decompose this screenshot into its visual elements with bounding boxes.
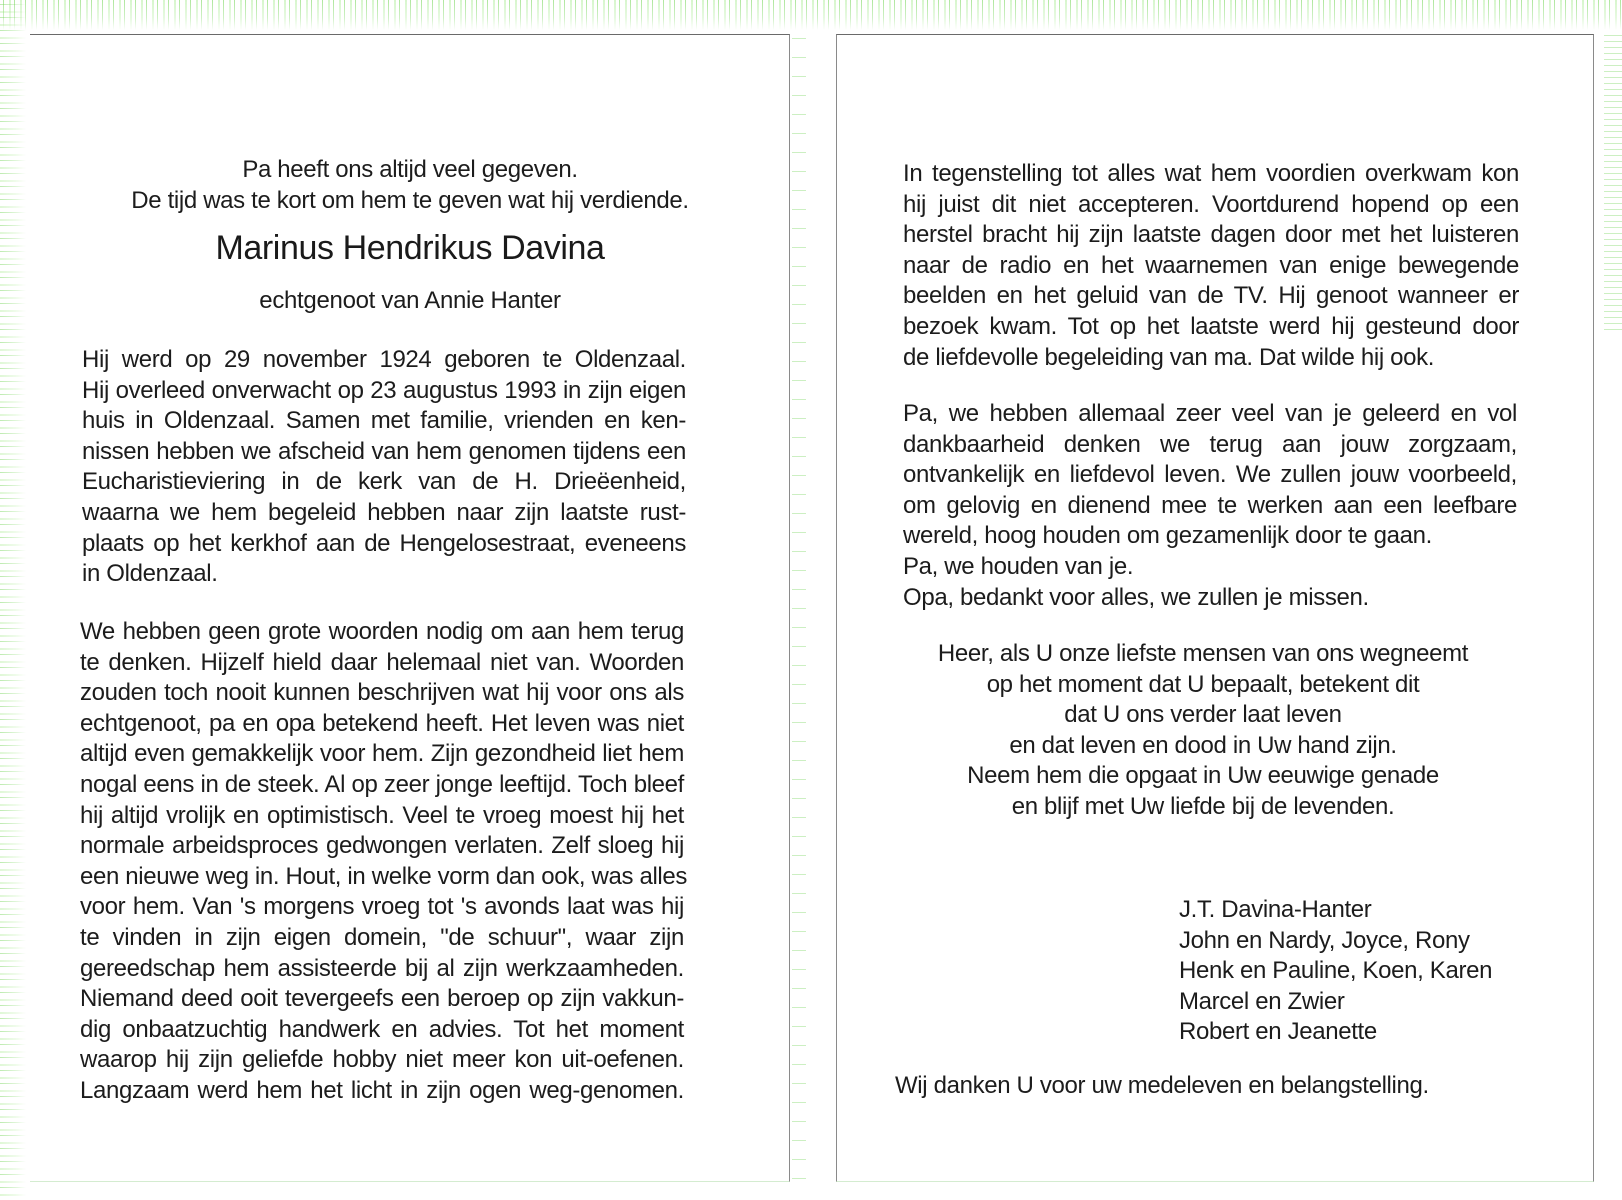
right-page [836,34,1594,1182]
scan-edge-right [1604,30,1622,330]
text-line: Hij werd op 29 november 1924 geboren te Oldenzaal. [82,346,686,373]
text-line: herstel bracht hij zijn laatste dagen door met het luisteren [903,221,1519,249]
family-member: Marcel en Zwier [1179,987,1345,1015]
text-line: waarna we hem begeleid hebben naar zijn laatste rust- [82,498,686,526]
text-line: hij juist dit niet accepteren. Voortdurend hopend op een [903,190,1519,218]
text-line: nogal eens in de steek. Al op zeer jonge leeftijd. Toch bleef [80,770,684,798]
text-line: Pa, we houden van je. [903,552,1134,580]
text-line: dankbaarheid denken we terug aan jouw zorgzaam, [903,430,1517,458]
thanks-line [895,1071,1555,1102]
text-line: bezoek kwam. Tot op het laatste werd hij gesteund door [903,312,1519,340]
text-line: voor hem. Van 's morgens vroeg tot 's avonds laat was hij [80,893,684,921]
prayer-line: en blijf met Uw liefde bij de levenden. [1011,792,1395,820]
family-signatures [1179,895,1559,1048]
text-line: normale arbeidsproces gedwongen verlaten. Zelf sloeg hij [80,832,684,860]
text-line: altijd even gemakkelijk voor hem. Zijn gezondheid liet hem [80,740,684,768]
text-line: plaats op het kerkhof aan de Hengelosestraat, eveneens [82,529,686,557]
family-member: John en Nardy, Joyce, Rony [1179,926,1470,954]
family-member: Henk en Pauline, Koen, Karen [1179,957,1493,985]
text-line: Langzaam werd hem het licht in zijn ogen weg-genomen. [80,1076,684,1104]
biography-paragraph [82,345,686,590]
quote-line: De tijd was te kort om hem te geven wat hij verdiende. [131,186,689,214]
text-line: te vinden in zijn eigen domein, "de schuur", waar zijn [80,923,684,951]
prayer-line: op het moment dat U bepaalt, betekent dit [986,670,1420,698]
text-line: Eucharistieviering in de kerk van de H. Drieëenheid, [82,468,686,496]
text-line: huis in Oldenzaal. Samen met familie, vrienden en ken- [82,407,686,435]
text-line: In tegenstelling tot alles wat hem voordien overkwam kon [903,160,1519,187]
text-line: te denken. Hijzelf hield daar helemaal niet van. Woorden [80,648,684,676]
scan-edge-fold [792,20,806,1180]
text-line: We hebben geen grote woorden nodig om aan hem terug [80,618,684,645]
prayer-line: dat U ons verder laat leven [1064,701,1342,729]
remembrance-paragraph [80,617,688,1107]
text-line: een nieuwe weg in. Hout, in welke vorm dan ook, was alles [80,862,688,890]
deceased-name: Marinus Hendrikus Davina [215,229,605,267]
text-line: Niemand deed ooit tevergeefs een beroep op zijn vakkun- [80,985,684,1013]
text-line: Pa, we hebben allemaal zeer veel van je geleerd en vol [903,400,1517,427]
text-line: nissen hebben we afscheid van hem genomen tijdens een [82,437,686,465]
text-line: gereedschap hem assisteerde bij al zijn werkzaamheden. [80,954,684,982]
text-line: de liefdevolle begeleiding van ma. Dat wilde hij ook. [903,343,1435,371]
spouse-line: echtgenoot van Annie Hanter [259,287,561,314]
opening-quote [30,155,790,216]
family-member: J.T. Davina-Hanter [1179,896,1372,923]
text-line: om gelovig en dienend mee te werken aan een leefbare [903,491,1517,519]
prayer [877,639,1529,823]
text-line: zouden toch nooit kunnen beschrijven wat hij voor ons als [80,679,684,707]
text-line: naar de radio en het waarnemen van enige bewegende [903,251,1519,279]
prayer-line: Heer, als U onze liefste mensen van ons wegneemt [937,640,1469,667]
text-line: Opa, bedankt voor alles, we zullen je missen. [903,583,1369,611]
text-line: beelden en het geluid van de TV. Hij genoot wanneer er [903,282,1519,310]
quote-line: Pa heeft ons altijd veel gegeven. [242,156,578,183]
text-line: echtgenoot, pa en opa betekend heeft. Het leven was niet [80,709,684,737]
prayer-line: en dat leven en dood in Uw hand zijn. [1009,731,1397,759]
prayer-line: Neem hem die opgaat in Uw eeuwige genade [967,762,1439,790]
gratitude-paragraph [903,399,1517,613]
text-line: Hij overleed onverwacht op 23 augustus 1993 in zijn eigen [82,376,686,404]
final-days-paragraph [903,159,1519,373]
left-page [30,34,790,1182]
text-line: wereld, hoog houden om gezamenlijk door te gaan. [903,522,1432,550]
scan-edge-top [0,0,1622,30]
thanks-text: Wij danken U voor uw medeleven en belangstelling. [895,1072,1429,1099]
text-line: in Oldenzaal. [82,560,218,588]
text-line: dig onbaatzuchtig handwerk en advies. Tot het moment [80,1015,684,1043]
text-line: hij altijd vrolijk en optimistisch. Veel te vroeg moest hij het [80,801,684,829]
text-line: waarop hij zijn geliefde hobby niet meer kon uit-oefenen. [80,1046,684,1074]
family-member: Robert en Jeanette [1179,1018,1377,1046]
scan-edge-left [0,0,26,1200]
text-line: ontvankelijk en liefdevol leven. We zullen jouw voorbeeld, [903,461,1517,489]
